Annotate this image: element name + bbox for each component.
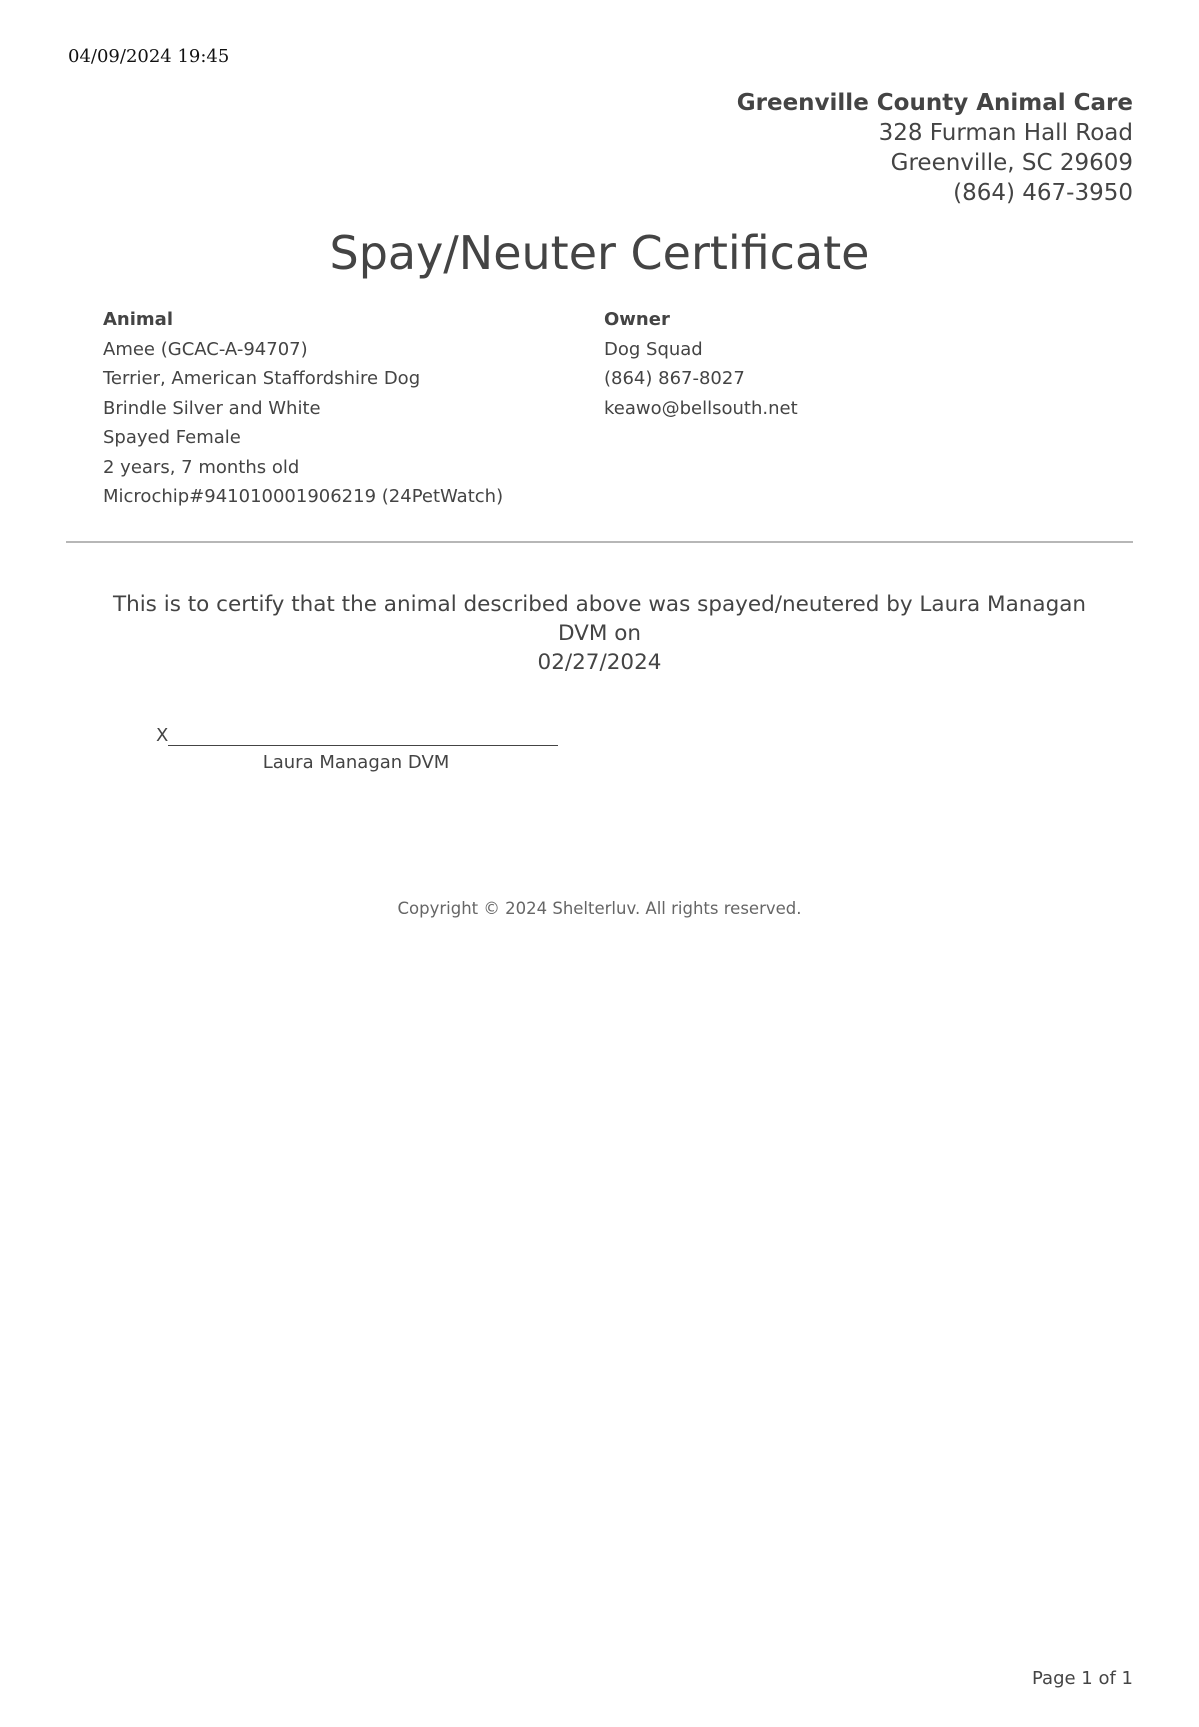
owner-email: keawo@bellsouth.net xyxy=(604,397,798,419)
animal-color: Brindle Silver and White xyxy=(103,397,321,419)
animal-heading: Animal xyxy=(103,309,173,330)
certification-statement xyxy=(90,590,1109,677)
owner-heading: Owner xyxy=(604,309,670,330)
copyright-notice: Copyright © 2024 Shelterluv. All rights reserved. xyxy=(397,899,802,918)
page-number: Page 1 of 1 xyxy=(1032,1668,1133,1689)
animal-microchip: Microchip#941010001906219 (24PetWatch) xyxy=(103,486,504,507)
signer-name: Laura Managan DVM xyxy=(262,752,450,773)
owner-name: Dog Squad xyxy=(604,338,703,360)
organization-name: Greenville County Animal Care xyxy=(736,90,1133,116)
animal-name-id: Amee (GCAC-A-94707) xyxy=(103,338,308,360)
section-divider xyxy=(66,541,1133,543)
animal-info-section xyxy=(103,305,503,512)
print-timestamp: 04/09/2024 19:45 xyxy=(68,46,230,67)
signature-mark: X xyxy=(156,725,169,746)
certificate-title: Spay/Neuter Certificate xyxy=(329,226,870,280)
owner-info-section xyxy=(604,305,798,423)
organization-address-line2: Greenville, SC 29609 xyxy=(890,150,1133,176)
signature-field xyxy=(156,725,558,746)
certification-date: 02/27/2024 xyxy=(537,650,662,675)
organization-address-line1: 328 Furman Hall Road xyxy=(878,120,1133,146)
certification-statement-line1: This is to certify that the animal described above was spayed/neutered by Laura Managan DVM on xyxy=(112,592,1087,646)
animal-sex: Spayed Female xyxy=(103,427,241,448)
signature-line xyxy=(168,727,558,746)
owner-phone: (864) 867-8027 xyxy=(604,368,745,389)
animal-age: 2 years, 7 months old xyxy=(103,456,300,478)
organization-header xyxy=(737,88,1133,208)
organization-phone: (864) 467-3950 xyxy=(953,180,1133,206)
animal-breed: Terrier, American Staffordshire Dog xyxy=(103,368,421,389)
